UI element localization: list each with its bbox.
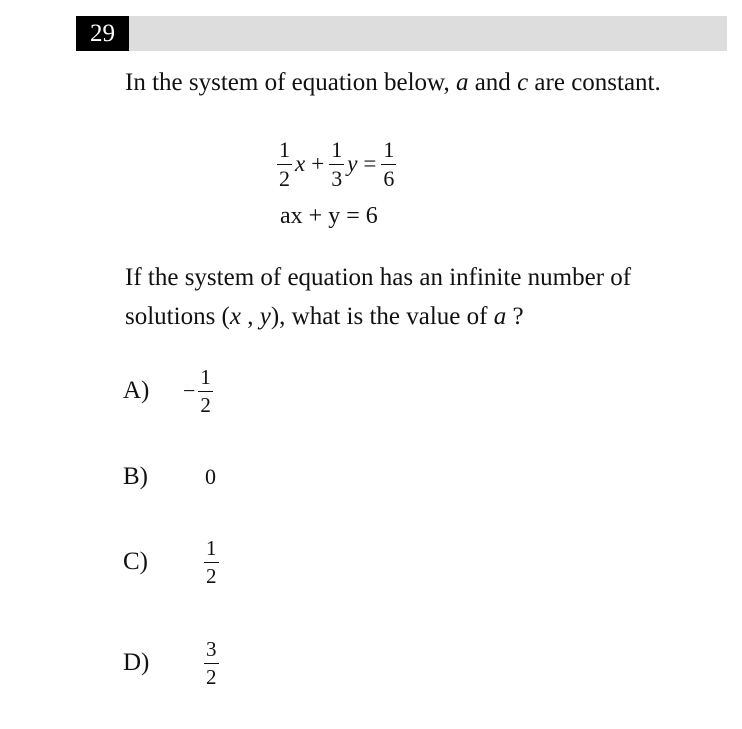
stem-var-c: c (517, 69, 529, 96)
equation-1-variable-y: y (347, 151, 358, 176)
question-text-part-3: ), what is the value of (270, 303, 494, 330)
fraction-denominator: 2 (200, 392, 211, 417)
fraction-denominator: 3 (331, 165, 343, 191)
choice-b-value: 0 (205, 464, 216, 489)
choice-c-value (203, 535, 220, 588)
fraction-numerator: 1 (329, 139, 344, 165)
question-number: 29 (76, 16, 129, 51)
fraction-numerator: 1 (381, 139, 396, 165)
equation-1-variable-x: x (295, 151, 306, 176)
choice-a[interactable] (123, 361, 214, 421)
choice-a-minus-sign: − (183, 378, 196, 403)
question-text-part-1: solutions ( (125, 303, 230, 330)
fraction-denominator: 2 (279, 165, 290, 191)
equation-1-fraction-1 (277, 136, 292, 191)
fraction-numerator: 3 (204, 639, 219, 664)
choice-d-label: D) (123, 649, 150, 676)
choice-d-value (203, 636, 220, 689)
choice-c-label: C) (123, 548, 148, 575)
stem-text-2: and (468, 69, 518, 96)
question-var-y: y (259, 303, 271, 330)
choice-a-label: A) (123, 377, 150, 404)
question-var-a: a (493, 303, 507, 330)
fraction-numerator: 1 (198, 367, 213, 392)
equation-2: ax + y = 6 (280, 203, 378, 229)
question-text-part-4: ? (506, 303, 524, 330)
fraction-numerator: 1 (204, 538, 219, 563)
choice-b[interactable] (123, 447, 216, 507)
fraction-denominator: 2 (206, 664, 217, 689)
equation-1-fraction-3 (381, 136, 396, 191)
fraction-denominator: 6 (383, 165, 395, 191)
question-stem (125, 64, 661, 102)
fraction-denominator: 2 (206, 563, 217, 588)
fraction-numerator: 1 (277, 139, 292, 165)
question-var-x: x (229, 303, 241, 330)
equation-1-equals: = (363, 151, 377, 176)
stem-text-1: In the system of equation below, (125, 69, 456, 96)
choice-c-fraction (204, 535, 219, 588)
choice-d[interactable] (123, 633, 220, 693)
question-text (125, 258, 725, 336)
question-line-2 (125, 297, 725, 336)
question-header-bar (76, 16, 727, 51)
choice-a-value (183, 364, 214, 417)
choice-b-label: B) (123, 463, 148, 490)
equation-1-fraction-2 (329, 136, 344, 191)
equation-1 (276, 130, 397, 198)
stem-text-3: are constant. (528, 69, 661, 96)
choice-d-fraction (204, 636, 219, 689)
choice-c[interactable] (123, 532, 220, 592)
question-text-part-2: , (240, 303, 260, 330)
question-line-1: If the system of equation has an infinite number of (125, 264, 632, 291)
equation-1-plus: + (311, 151, 325, 176)
stem-var-a: a (455, 69, 469, 96)
choice-a-fraction (198, 364, 213, 417)
